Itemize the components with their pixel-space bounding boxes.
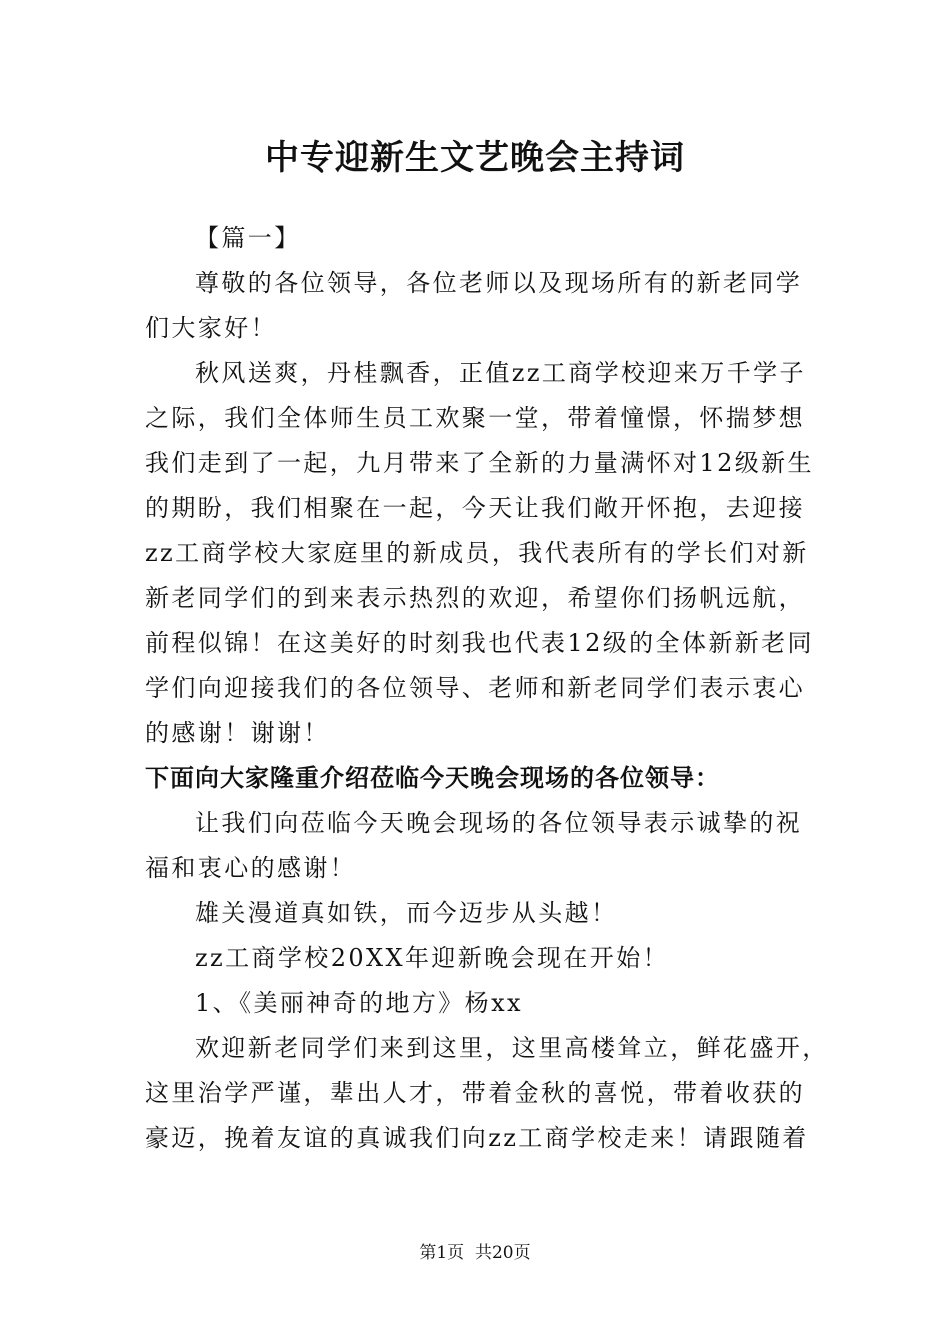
paragraph-line: 新老同学们的到来表示热烈的欢迎，希望你们扬帆远航， bbox=[145, 584, 805, 612]
paragraph-line: zz工商学校20XX年迎新晚会现在开始！ bbox=[195, 944, 669, 972]
paragraph-line: 的感谢！谢谢！ bbox=[145, 719, 330, 747]
section-heading: 【篇一】 bbox=[195, 224, 301, 252]
paragraph-line: 秋风送爽，丹桂飘香，正值zz工商学校迎来万千学子 bbox=[195, 359, 806, 387]
document-title: 中专迎新生文艺晚会主持词 bbox=[265, 138, 685, 178]
paragraph-line: 学们向迎接我们的各位领导、老师和新老同学们表示衷心 bbox=[145, 674, 805, 702]
paragraph-line: 尊敬的各位领导，各位老师以及现场所有的新老同学 bbox=[195, 269, 803, 297]
page-footer: 第1页 共20页 bbox=[419, 1243, 531, 1263]
document-body bbox=[145, 216, 829, 1161]
paragraph-line: 之际，我们全体师生员工欢聚一堂，带着憧憬，怀揣梦想 bbox=[145, 404, 805, 432]
paragraph-line: 欢迎新老同学们来到这里，这里高楼耸立，鲜花盛开， bbox=[195, 1034, 829, 1062]
paragraph-line: 们大家好！ bbox=[145, 314, 277, 342]
program-item: 1、《美丽神奇的地方》杨xx bbox=[195, 989, 523, 1017]
paragraph-line: 让我们向莅临今天晚会现场的各位领导表示诚挚的祝 bbox=[195, 809, 803, 837]
paragraph-line: 福和衷心的感谢！ bbox=[145, 854, 357, 882]
paragraph-line: 前程似锦！在这美好的时刻我也代表12级的全体新新老同 bbox=[145, 629, 814, 657]
paragraph-line: 我们走到了一起，九月带来了全新的力量满怀对12级新生 bbox=[145, 449, 814, 477]
paragraph-line: 的期盼，我们相聚在一起，今天让我们敞开怀抱，去迎接 bbox=[145, 494, 805, 522]
paragraph-line: 这里治学严谨，辈出人才，带着金秋的喜悦，带着收获的 bbox=[145, 1079, 805, 1107]
paragraph-line: 雄关漫道真如铁，而今迈步从头越！ bbox=[195, 899, 618, 927]
bold-heading-line: 下面向大家隆重介绍莅临今天晚会现场的各位领导： bbox=[145, 764, 720, 792]
paragraph-line: 豪迈，挽着友谊的真诚我们向zz工商学校走来！请跟随着 bbox=[145, 1124, 809, 1152]
paragraph-line: zz工商学校大家庭里的新成员，我代表所有的学长们对新 bbox=[145, 539, 809, 567]
